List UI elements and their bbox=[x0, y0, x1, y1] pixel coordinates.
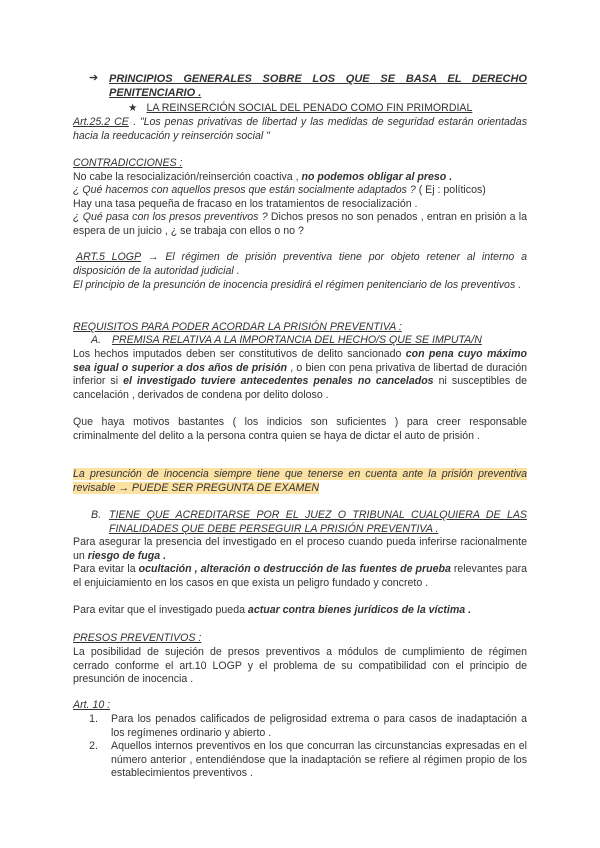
contradicciones-line-1: No cabe la resocialización/reinserción coactiva , no podemos obligar al preso . bbox=[73, 171, 453, 183]
contradicciones-line-3: Hay una tasa pequeña de fracaso en los tratamientos de resocialización . bbox=[73, 198, 418, 210]
requisitos-title: REQUISITOS PARA PODER ACORDAR LA PRISIÓN PREVENTIVA : bbox=[73, 321, 402, 333]
requisito-b-paragraph-1: Para asegurar la presencia del investigado en el proceso cuando pueda inferirse racionalmente un riesgo de fuga . bbox=[73, 536, 527, 562]
star-bullet-icon: ★ bbox=[128, 102, 138, 114]
art25-label: Art.25.2 CE bbox=[73, 116, 129, 128]
arrow-bullet-icon: ➔ bbox=[89, 72, 99, 84]
presos-title: PRESOS PREVENTIVOS : bbox=[73, 632, 202, 644]
requisito-a-paragraph-1: Los hechos imputados deben ser constitutivos de delito sancionado con pena cuyo máximo sea igual o superior a dos años de prisión , o bien con pena privativa de libertad de duración inferior si el investigado tuviere antecedentes penales no cancelados ni susceptibles de cancelación , derivados de condena por delito doloso . bbox=[73, 348, 528, 401]
art25-quote: "Los penas privativas de libertad y las medidas de seguridad estarán orientadas hacia la reeducación y reinserción social " bbox=[73, 116, 527, 142]
art25-paragraph bbox=[73, 116, 527, 143]
art5-text-2: El principio de la presunción de inocencia presidirá el régimen penitenciario de los preventivos . bbox=[73, 279, 522, 291]
art5-paragraph: ART.5 LOGP → El régimen de prisión preventiva tiene por objeto retener al interno a disposición de la autoridad judicial . bbox=[73, 251, 527, 277]
exam-highlight-note: La presunción de inocencia siempre tiene que tenerse en cuenta ante la prisión preventiva revisable → PUEDE SER PREGUNTA DE EXAMEN bbox=[73, 468, 527, 494]
requisito-a-paragraph-2: Que haya motivos bastantes ( los indicios son suficientes ) para creer responsable criminalmente del delito a la persona contra quien se haya de dictar el auto de prisión . bbox=[73, 416, 527, 442]
contradicciones-title: CONTRADICCIONES : bbox=[73, 157, 183, 169]
subheading bbox=[128, 102, 528, 116]
requisito-b-paragraph-2: Para evitar la ocultación , alteración o destrucción de las fuentes de prueba relevantes para el enjuiciamiento en los casos en que exista un peligro fundado y concreto . bbox=[73, 563, 528, 589]
contradicciones-line-2: ¿ Qué hacemos con aquellos presos que están socialmente adaptados ? ( Ej : políticos) bbox=[73, 184, 486, 196]
art25-sep: . bbox=[128, 116, 140, 128]
contradicciones-line-4: ¿ Qué pasa con los presos preventivos ? Dichos presos no son penados , entran en prisión a la espera de un juicio , ¿ se trabaja con ellos o no ? bbox=[73, 211, 527, 237]
requisito-a-heading: A. PREMISA RELATIVA A LA IMPORTANCIA DEL HECHO/S QUE SE IMPUTA/N bbox=[91, 334, 482, 346]
presos-paragraph: La posibilidad de sujeción de presos preventivos a módulos de cumplimiento de régimen cerrado conforme el art.10 LOGP y el problema de su compatibilidad con el principio de presunción de inocencia . bbox=[73, 646, 527, 686]
art10-title: Art. 10 : bbox=[73, 699, 111, 711]
heading-text: PRINCIPIOS GENERALES SOBRE LOS QUE SE BASA EL DERECHO PENITENCIARIO . bbox=[109, 73, 527, 99]
subheading-text: LA REINSERCIÓN SOCIAL DEL PENADO COMO FIN PRIMORDIAL bbox=[146, 102, 473, 114]
document-page: ➔ PRINCIPIOS GENERALES SOBRE LOS QUE SE BASA EL DERECHO PENITENCIARIO . ★ LA REINSERCIÓN SOCIAL DEL PENADO COMO FIN PRIMORDIAL Art.25.2 CE . "Los penas privativas de libertad y las medidas de seguridad estarán orientadas hacia la reeducación y reinserción social " CONTRADICCIONES : No cabe la resocialización/reinserción coactiva , no podemos obligar al preso . ¿ Qué hacemos con aquellos presos que están socialmente adaptados ? ( Ej : políticos) Hay una tasa pequeña de fracaso en los tratamientos de resocialización . ¿ Qué pasa con los presos preventivos ? Dichos presos no son penados , entran en prisión a la espera de un juicio , ¿ se trabaja con ellos o no ? ART.5 LOGP → El régimen de prisión preventiva tiene por objeto retener al interno a disposición de la autoridad judicial . El principio de la presunción de inocencia presidirá el régimen penitenciario de los preventivos . REQUISITOS PARA PODER ACORDAR LA PRISIÓN PREVENTIVA : A. PREMISA RELATIVA A LA IMPORTANCIA DEL HECHO/S QUE SE IMPUTA/N Los hechos imputados deben ser constitutivos de delito sancionado con pena cuyo máximo sea igual o superior a dos años de prisión , o bien con pena privativa de libertad de duración inferior si el investigado tuviere antecedentes penales no cancelados ni susceptibles de cancelación , derivados de condena por delito doloso . Que haya motivos bastantes ( los indicios son suficientes ) para creer responsable criminalmente del delito a la persona contra quien se haya de dictar el auto de prisión . La presunción de inocencia siempre tiene que tenerse en cuenta ante la prisión preventiva revisable → PUEDE SER PREGUNTA DE EXAMEN B. TIENE QUE ACREDITARSE POR EL JUEZ O TRIBUNAL CUALQUIERA DE LAS FINALIDADES QUE DEBE PERSEGUIR LA PRISIÓN PREVENTIVA . Para asegurar la presencia del investigado en el proceso cuando pueda inferirse racionalmente un riesgo de fuga . Para evitar la ocultación , alteración o destrucción de las fuentes de prueba relevantes para el enjuiciamiento en los casos en que exista un peligro fundado y concreto . Para evitar que el investigado pueda actuar contra bienes jurídicos de la víctima . PRESOS PREVENTIVOS : La posibilidad de sujeción de presos preventivos a módulos de cumplimiento de régimen cerrado conforme el art.10 LOGP y el problema de su compatibilidad con el principio de presunción de inocencia . Art. 10 : 1. Para los penados calificados de peligrosidad extrema o para casos de inadaptación a los regímenes ordinario y abierto . 2. Aquellos internos preventivos en los que concurran las circunstancias expresadas en el número anterior , entendiéndose que la inadaptación se refiere al régimen propio de los establecimientos preventivos . bbox=[73, 72, 528, 780]
art5-label: ART.5 LOGP bbox=[76, 251, 142, 263]
requisito-b-paragraph-3: Para evitar que el investigado pueda actuar contra bienes jurídicos de la víctima . bbox=[73, 604, 472, 616]
